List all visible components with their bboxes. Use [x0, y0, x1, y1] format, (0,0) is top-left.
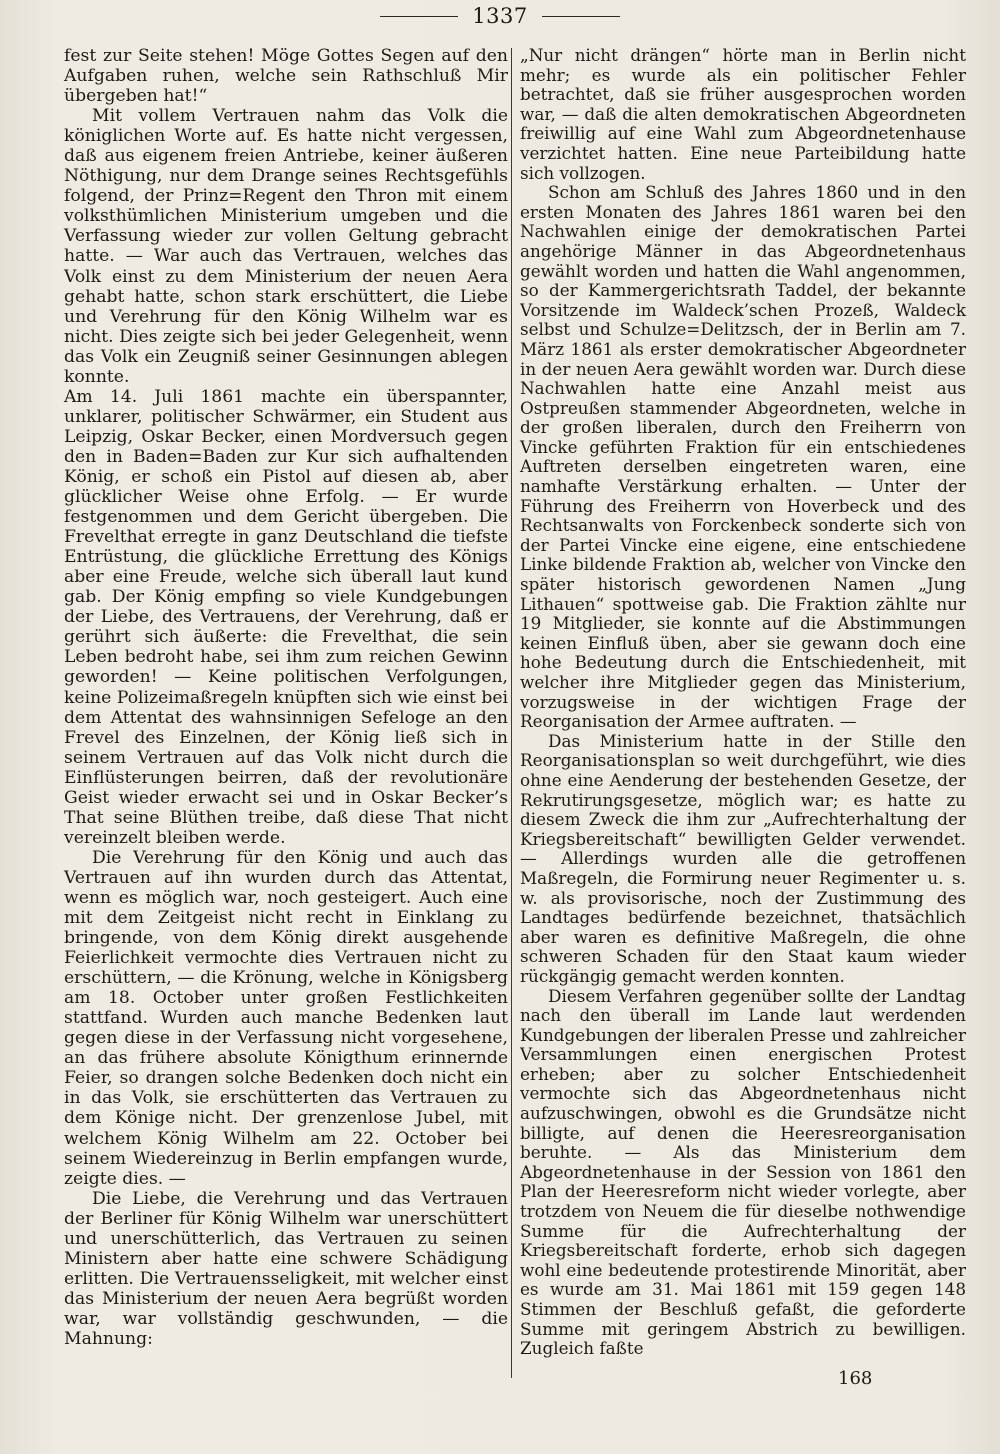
paragraph: „Nur nicht drängen“ hörte man in Berlin nicht mehr; es wurde als ein politischer Fehler betrachtet, daß sie früher ausgesprochen worden war, — daß die alten demokratischen Abgeordneten freiwillig auf eine Wahl zum Abgeordnetenhause verzichtet hatten. Eine neue Parteibildung hatte sich vollzogen. — [520, 45, 966, 183]
right-column — [520, 46, 966, 1359]
header-rule-right — [542, 16, 620, 17]
paragraph: Die Liebe, die Verehrung und das Vertrauen der Berliner für König Wilhelm war unerschüttert und unerschütterlich, das Vertrauen zu seinen Ministern aber hatte eine schwere Schädigung erlitten. Die Vertrauensseligkeit, mit welcher einst das Ministerium der neuen Aera begrüßt worden war, war vollständig geschwunden, — die Mahnung: — [64, 1188, 508, 1349]
header-rule-left — [380, 16, 458, 17]
paragraph: Am 14. Juli 1861 machte ein überspannter, unklarer, politischer Schwärmer, ein Student aus Leipzig, Oskar Becker, einen Mordversuch gegen den in Baden=Baden zur Kur sich aufhaltenden König, er schoß ein Pistol auf diesen ab, aber glücklicher Weise ohne Erfolg. — Er wurde festgenommen und dem Gericht übergeben. Die Frevelthat erregte in ganz Deutschland die tiefste Entrüstung, die glückliche Errettung des Königs aber eine Freude, welche sich überall laut kund gab. Der König empfing so viele Kundgebungen der Liebe, des Vertrauens, der Verehrung, daß er gerührt sich äußerte: die Frevelthat, die sein Leben bedroht habe, sei ihm zum reichen Gewinn geworden! — Keine politischen Verfolgungen, keine Polizeimaßregeln knüpften sich wie einst bei dem Attentat des wahnsinnigen Sefeloge an den Frevel des Einzelnen, der König ließ sich in seinem Vertrauen auf das Volk nicht durch die Einflüsterungen beirren, daß der revolutionäre Geist wieder erwacht sei und in Oskar Becker’s That seine Blüthen treibe, daß diese That nicht vereinzelt bleiben werde. — [64, 386, 508, 848]
signature-mark: 168 — [838, 1368, 873, 1389]
page-header — [0, 4, 1000, 28]
paragraph: fest zur Seite stehen! Möge Gottes Segen auf den Aufgaben ruhen, welche sein Rathschluß Mir übergeben hat!“ — [64, 46, 508, 107]
column-divider — [511, 48, 512, 1378]
paragraph: Diesem Verfahren gegenüber sollte der Landtag nach den überall im Lande laut werdenden Kundgebungen der liberalen Presse und zahlreicher Versammlungen einen energischen Protest erheben; aber zu solcher Entschiedenheit vermochte sich das Abgeordnetenhaus nicht aufzuschwingen, obwohl es die Grundsätze nicht billigte, auf denen die Heeresreorganisation beruhte. — Als das Ministerium dem Abgeordnetenhause in der Session von 1861 den Plan der Heeresreform nicht wieder vorlegte, aber trotzdem von Neuem die für dieselbe nothwendige Summe für die Aufrechterhaltung der Kriegsbereitschaft forderte, erhob sich dagegen wohl eine bedeutende protestirende Minorität, aber es wurde am 31. Mai 1861 mit 159 gegen 148 Stimmen der Beschluß gefaßt, die geforderte Summe mit geringem Abstrich zu bewilligen. Zugleich faßte — [520, 985, 966, 1359]
page-number: 1337 — [472, 4, 528, 28]
paragraph: Das Ministerium hatte in der Stille den Reorganisationsplan so weit durchgeführt, wie dies ohne eine Aenderung der bestehenden Gesetze, der Rekrutirungsgesetze, möglich war; es hatte zu diesem Zweck die ihm zur „Aufrechterhaltung der Kriegsbereitschaft“ bewilligten Gelder verwendet. — Allerdings wurden alle die getroffenen Maßregeln, die Formirung neuer Regimenter u. s. w. als provisorische, noch der Zustimmung des Landtages bedürfende bezeichnet, thatsächlich aber waren es definitive Maßregeln, die ohne schweren Schaden für den Staat kaum wieder rückgängig gemacht werden konnten. — [520, 730, 966, 986]
left-column — [64, 46, 508, 1349]
paragraph: Mit vollem Vertrauen nahm das Volk die königlichen Worte auf. Es hatte nicht vergessen, daß aus eigenem freien Antriebe, keiner äußeren Nöthigung, nur dem Drange seines Rechtsgefühls folgend, der Prinz=Regent den Thron mit einem volksthümlichen Ministerium umgeben und die Verfassung wieder zur vollen Geltung gebracht hatte. — War auch das Vertrauen, welches das Volk einst zu dem Ministerium der neuen Aera gehabt hatte, schon stark erschüttert, die Liebe und Verehrung für den König Wilhelm war es nicht. Dies zeigte sich bei jeder Gelegenheit, wenn das Volk ein Zeugniß seiner Gesinnungen ablegen konnte. — [64, 106, 508, 387]
paragraph: Die Verehrung für den König und auch das Vertrauen auf ihn wurden durch das Attentat, wenn es möglich war, noch gesteigert. Auch eine mit dem Zeitgeist nicht recht in Einklang zu bringende, von dem König direkt ausgehende Feierlichkeit vermochte dies Vertrauen nicht zu erschüttern, — die Krönung, welche in Königsberg am 18. October unter großen Festlichkeiten stattfand. Wurden auch manche Bedenken laut gegen diese in der Verfassung nicht vorgesehene, an das frühere absolute Königthum erinnernde Feier, so drangen solche Bedenken doch nicht ein in das Volk, sie erschütterten das Vertrauen zu dem Könige nicht. Der grenzenlose Jubel, mit welchem König Wilhelm am 22. October bei seinem Wiedereinzug in Berlin empfangen wurde, zeigte dies. — — [64, 847, 508, 1189]
paragraph: Schon am Schluß des Jahres 1860 und in den ersten Monaten des Jahres 1861 waren bei den Nachwahlen einige der demokratischen Partei angehörige Männer in das Abgeordnetenhaus gewählt worden und hatten die Wahl angenommen, so der Kammergerichtsrath Taddel, der bekannte Vorsitzende im Waldeck’schen Prozeß, Waldeck selbst und Schulze=Delitzsch, der in Berlin am 7. März 1861 als erster demokratischer Abgeordneter in der neuen Aera gewählt worden war. Durch diese Nachwahlen hatte eine Anzahl meist aus Ostpreußen stammender Abgeordneten, welche in der großen liberalen, durch den Freiherrn von Vincke geführten Fraktion für ein entschiedenes Auftreten derselben eingetreten waren, eine namhafte Verstärkung erhalten. — Unter der Führung des Freiherrn von Hoverbeck und des Rechtsanwalts von Forckenbeck sonderte sich von der Partei Vincke eine eigene, eine entschiedene Linke bildende Fraktion ab, welcher von Vincke den später historisch gewordenen Namen „Jung Lithauen“ spottweise gab. Die Fraktion zählte nur 19 Mitglieder, sie konnte auf die Abstimmungen keinen Einfluß üben, aber sie gewann doch eine hohe Bedeutung durch die Entschiedenheit, mit welcher ihre Mitglieder gegen das Ministerium, vorzugsweise in der wichtigen Frage der Reorganisation der Armee auftraten. — — [520, 182, 966, 732]
